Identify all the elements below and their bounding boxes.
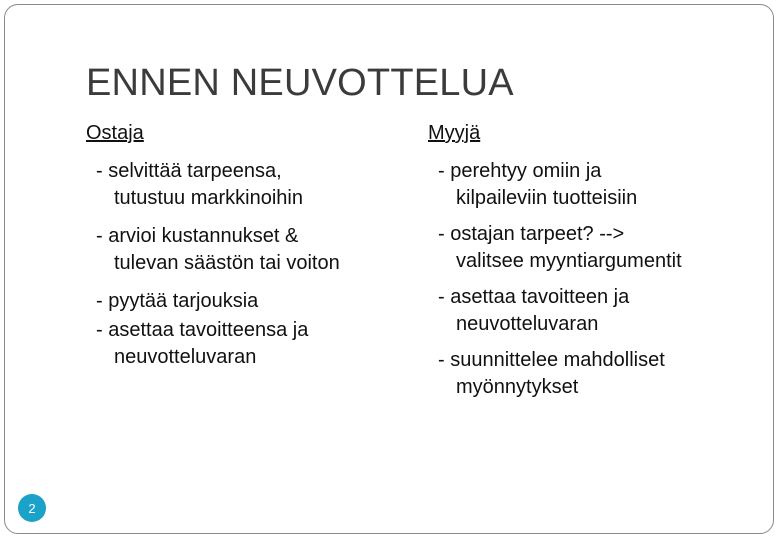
seller-column-heading: Myyjä: [428, 122, 481, 144]
page-number-badge: 2: [18, 494, 46, 522]
buyer-item-continuation: tulevan säästön tai voiton: [114, 252, 340, 274]
buyer-item: [96, 317, 426, 371]
buyer-item: [96, 288, 426, 315]
seller-column: [438, 158, 768, 410]
buyer-column-heading: Ostaja: [86, 122, 144, 144]
seller-item: [438, 284, 768, 338]
buyer-item-text: - pyytää tarjouksia: [96, 290, 259, 312]
buyer-item-text: - asettaa tavoitteensa ja: [96, 319, 309, 341]
seller-item-continuation: neuvotteluvaran: [456, 313, 599, 335]
buyer-item: [96, 158, 426, 212]
seller-item-continuation: myönnytykset: [456, 376, 579, 398]
seller-item-text: - asettaa tavoitteen ja: [438, 286, 630, 308]
seller-item: [438, 221, 768, 275]
seller-item-continuation: valitsee myyntiargumentit: [456, 250, 682, 272]
buyer-column: [96, 158, 426, 382]
buyer-item-text: - arvioi kustannukset &: [96, 225, 299, 247]
seller-item: [438, 158, 768, 212]
seller-item-text: - ostajan tarpeet? -->: [438, 223, 625, 245]
slide-title: ENNEN NEUVOTTELUA: [86, 62, 514, 104]
seller-item-text: - perehtyy omiin ja: [438, 160, 602, 182]
seller-item-text: - suunnittelee mahdolliset: [438, 349, 665, 371]
seller-item: [438, 347, 768, 401]
buyer-item-continuation: neuvotteluvaran: [114, 346, 257, 368]
buyer-item-text: - selvittää tarpeensa,: [96, 160, 282, 182]
buyer-item-continuation: tutustuu markkinoihin: [114, 187, 303, 209]
buyer-item: [96, 223, 426, 277]
seller-item-continuation: kilpaileviin tuotteisiin: [456, 187, 638, 209]
